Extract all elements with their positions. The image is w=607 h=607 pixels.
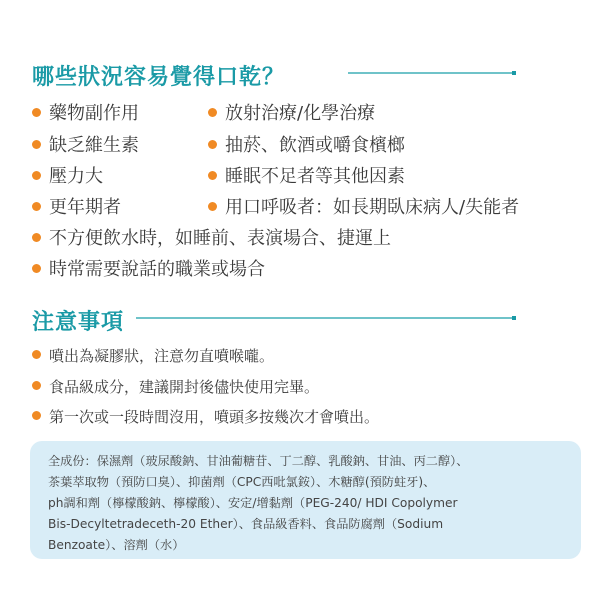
title-underline [348,72,516,74]
list-item: 第一次或一段時間沒用，噴頭多按幾次才會噴出。 [32,406,379,428]
list-item: 食品級成分，建議開封後儘快使用完畢。 [32,376,319,398]
notes-underline [136,317,516,319]
ingredients-text: 全成份：保濕劑（玻尿酸鈉、甘油葡糖苷、丁二醇、乳酸鈉、甘油、丙二醇）、 茶葉萃取物（預防口臭）、抑菌劑（CPC西吡氯銨）、木糖醇(預防蛀牙)、 ph調和劑（檸檬酸鈉、檸檬酸）、安定/增黏劑（PEG-240/ HDI Copolymer Bis-Decyltetradeceth-20 Ether）、食品級香料、食品防腐劑（Sodium Benzoate）、溶劑（水） [48,454,469,552]
notes-underline-end [512,316,516,320]
list-item: 噴出為凝膠狀，注意勿直噴喉嚨。 [32,345,274,367]
section-title-notes: 注意事項 [32,310,125,335]
bullet-icon [208,171,217,180]
bullet-icon [32,411,41,420]
section-title-dry-mouth: 哪些狀況容易覺得口乾？ [32,65,286,90]
bullet-icon [32,350,41,359]
bullet-icon [32,233,41,242]
bullet-icon [32,264,41,273]
bullet-icon [208,140,217,149]
bullet-icon [32,108,41,117]
bullet-icon [208,202,217,211]
bullet-icon [32,381,41,390]
bullet-icon [32,171,41,180]
bullet-icon [32,140,41,149]
title-underline-end [512,71,516,75]
list-item: 不方便飲水時，如睡前、表演場合、捷運上 [32,228,391,250]
ingredients-box [30,441,581,559]
bullet-icon [32,202,41,211]
list-item: 時常需要說話的職業或場合 [32,259,265,281]
bullet-icon [208,108,217,117]
